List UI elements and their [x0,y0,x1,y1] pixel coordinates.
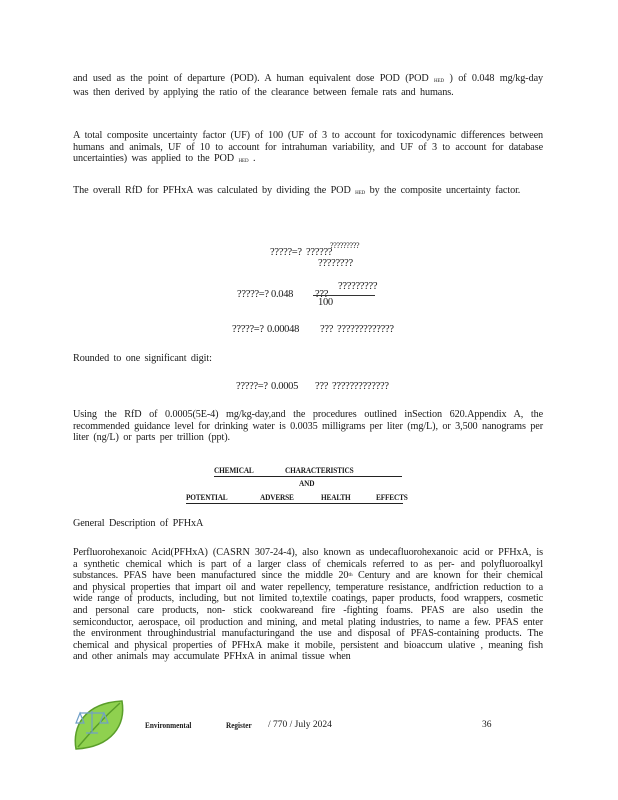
text-run: Perfluorohexanoic Acid(PFHxA) (CASRN 307-24-4), also known as undecafluorohexanoic acid or PFHxA, is a synthetic chemical which is part of a larger class of chemicals referred to as per- and polyfluoroalkyl substances. PFAS have been manufactured since the middle 20 [73,547,543,582]
equation-value: 0.048 [271,289,294,300]
equation-value: 0.00048 [267,324,300,335]
paragraph-pod [73,73,543,98]
heading-underline [186,503,403,504]
heading-word: POTENTIAL [186,492,228,502]
equation-numerator: ????????? [330,241,360,250]
heading-word: CHARACTERISTICS [285,465,354,475]
heading-word: HEALTH [321,492,351,502]
footer-issue: / 770 / July 2024 [268,720,332,730]
paragraph-pfhxa-description [73,547,543,663]
equation-text: ????????????? [332,381,389,392]
paragraph-guidance-level [73,409,543,444]
superscript: th [348,572,353,579]
subscript: HED [434,79,445,84]
subscript: HED [355,191,366,196]
page-number: 36 [482,720,492,730]
footer-publication: Environmental [145,720,192,730]
text-run: The overall RfD for PFHxA was calculated by dividing the POD [73,185,351,196]
text-run: and used as the point of departure (POD). A human equivalent dose POD (POD [73,73,429,84]
equation-text: ?????=? [237,289,269,300]
fraction-bar [313,295,375,296]
environmental-register-logo [70,697,132,753]
heading-word: EFFECTS [376,492,408,502]
text-run: General Description of PFHxA [73,518,204,529]
heading-word: CHEMICAL [214,465,254,475]
equation-denominator: 100 [318,297,333,308]
text-run: A total composite uncertainty factor (UF) of 100 (UF of 3 to account for toxicodynamic differences between humans and animals, UF of 10 to account for intrahuman variability, and UF of 3 to account for database uncertainties) was applied to the POD [73,130,543,165]
paragraph-rounded [73,353,543,365]
paragraph-uncertainty [73,130,543,167]
heading-underline [214,476,402,477]
equation-denominator: ???????? [318,258,353,269]
equation-text: ?????=? [270,247,302,258]
text-run: Using the RfD of 0.0005(5E-4) mg/kg-day,and the procedures outlined inSection 620.Appendix A, the recommended guidance level for drinking water is 0.0035 milligrams per liter (mg/L), or 3,500 nanograms per liter (ng/L) or parts per trillion (ppt). [73,409,543,444]
heading-word: AND [299,478,315,488]
equation-text: ??? [315,381,329,392]
subsection-title [73,518,543,530]
equation-value: 0.0005 [271,381,299,392]
text-run: Century and are known for their chemical and physical properties that impart oil and water repellency, temperature resistance, andfriction reduction to a wide range of products, including, but not limited to,textile coatings, paper products, food wrappers, cosmetic and personal care products, non- stick cookwareand fire -fighting foams. PFAS are also usedin the semiconductor, aerospace, oil production and mining, and metal plating industries, to name a few. PFAS enter the environment throughindustrial manufacturingand the use and disposal of PFAS-containing products. The chemical and physical properties of PFHxA make it mobile, persistent and bioaccum ulative , meaning fish and other animals may accumulate PFHxA in animal tissue when [73,570,544,663]
text-run: by the composite uncertainty factor. [369,185,521,196]
equation-text: ?????=? [236,381,268,392]
text-run: ) of 0.048 mg/kg-day was then derived by applying the ratio of the clearance between female rats and humans. [73,73,543,98]
paragraph-rfd [73,185,543,199]
equation-text: ?????? [306,247,333,258]
subscript: HED [238,159,249,165]
equation-text: ????????????? [337,324,394,335]
equation-text: ??? [315,289,329,300]
heading-word: ADVERSE [260,492,294,502]
equation-text: ?????=? [232,324,264,335]
text-run: Rounded to one significant digit: [73,353,212,364]
footer-publication: Register [226,720,252,730]
equation-numerator: ????????? [338,281,378,292]
text-run: . [252,153,256,165]
equation-text: ??? [320,324,334,335]
